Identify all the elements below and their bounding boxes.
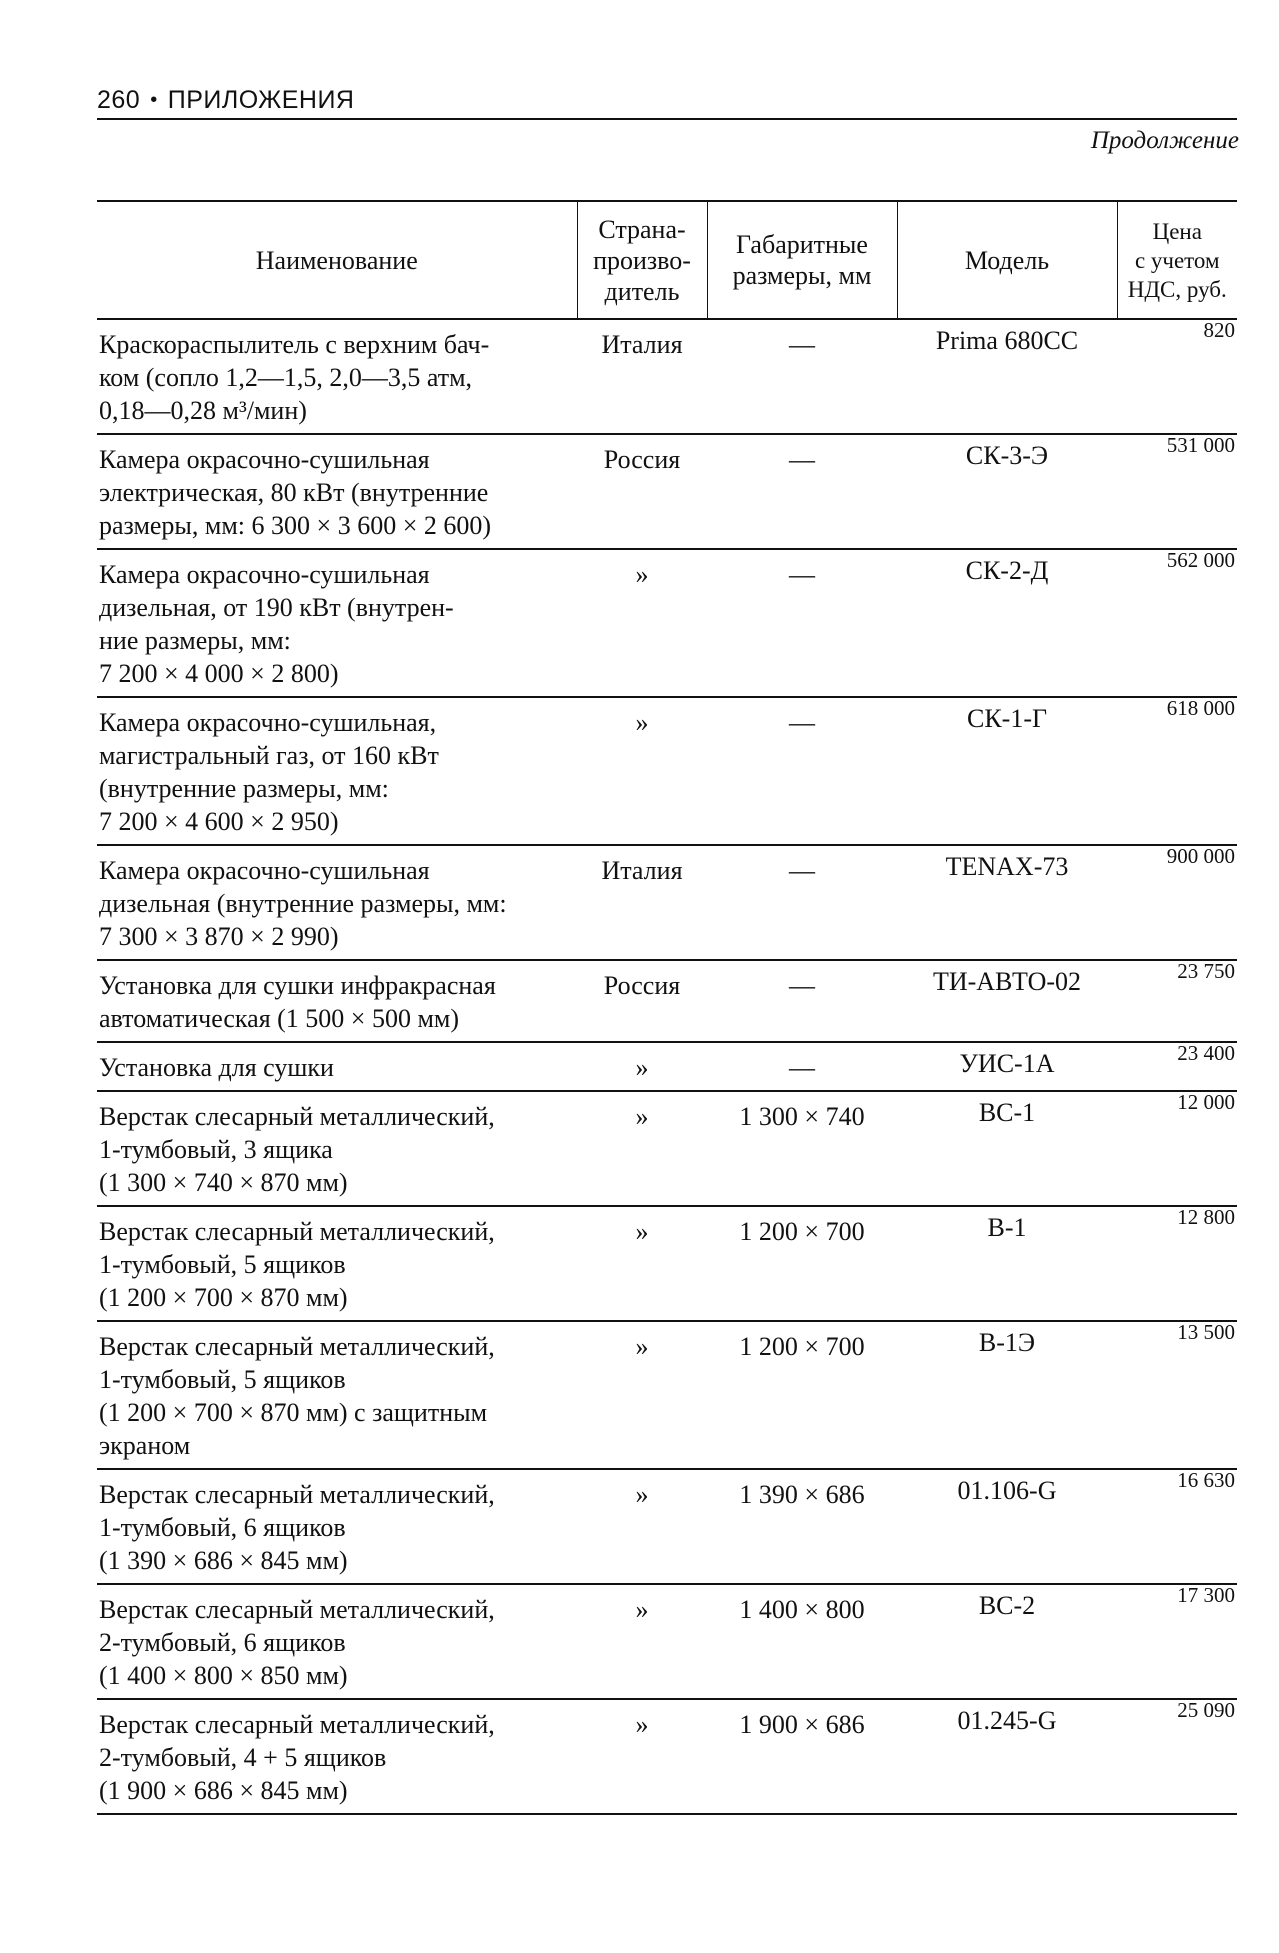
continued-label: Продолжение <box>1090 127 1239 154</box>
cell-dims: — <box>707 1042 897 1091</box>
cell-price-value: 23 750 <box>1177 959 1235 983</box>
cell-price-value: 12 000 <box>1177 1090 1235 1114</box>
col-header-model: Модель <box>897 201 1117 319</box>
cell-dims: — <box>707 434 897 549</box>
table-row <box>97 960 1237 1042</box>
cell-price-value: 12 800 <box>1177 1205 1235 1229</box>
cell-price <box>1117 549 1237 697</box>
running-header <box>97 86 355 115</box>
cell-country: » <box>577 1321 707 1469</box>
cell-model: СК-3-Э <box>897 434 1117 549</box>
col-header-country <box>577 201 707 319</box>
cell-price-value: 900 000 <box>1166 844 1235 868</box>
cell-name-line: 0,18—0,28 м³/мин) <box>99 396 307 425</box>
cell-model: В-1Э <box>897 1321 1117 1469</box>
cell-price <box>1117 1584 1237 1699</box>
cell-model: Prima 680CC <box>897 319 1117 434</box>
cell-name-line: размеры, мм: 6 300 × 3 600 × 2 600) <box>99 511 492 540</box>
cell-price <box>1117 1042 1237 1091</box>
table-row <box>97 1584 1237 1699</box>
cell-name-line: Камера окрасочно-сушильная <box>99 856 430 885</box>
cell-name <box>97 1042 577 1091</box>
cell-price-value: 13 500 <box>1177 1320 1235 1344</box>
cell-price <box>1117 1699 1237 1814</box>
cell-dims: — <box>707 319 897 434</box>
cell-country: » <box>577 1042 707 1091</box>
cell-price <box>1117 1206 1237 1321</box>
cell-country: Россия <box>577 960 707 1042</box>
table-header <box>97 201 1237 319</box>
cell-name-line: 1-тумбовый, 3 ящика <box>99 1135 333 1164</box>
col-header-country-line: дитель <box>604 276 680 306</box>
cell-name-line: (1 200 × 700 × 870 мм) <box>99 1283 348 1312</box>
cell-price <box>1117 1321 1237 1469</box>
cell-dims: 1 200 × 700 <box>707 1206 897 1321</box>
cell-name-line: дизельная (внутренние размеры, мм: <box>99 889 507 918</box>
cell-country: » <box>577 1584 707 1699</box>
cell-country: Италия <box>577 319 707 434</box>
table-row <box>97 434 1237 549</box>
table-row <box>97 1699 1237 1814</box>
cell-name <box>97 1699 577 1814</box>
cell-model: СК-2-Д <box>897 549 1117 697</box>
cell-dims: 1 900 × 686 <box>707 1699 897 1814</box>
table-row <box>97 1206 1237 1321</box>
cell-model: 01.106-G <box>897 1469 1117 1584</box>
cell-name-line: 1-тумбовый, 5 ящиков <box>99 1365 346 1394</box>
cell-name-line: Верстак слесарный металлический, <box>99 1102 495 1131</box>
equipment-table <box>97 200 1237 1815</box>
cell-name <box>97 1469 577 1584</box>
cell-country: » <box>577 549 707 697</box>
cell-name-line: Верстак слесарный металлический, <box>99 1332 495 1361</box>
cell-name <box>97 845 577 960</box>
table-row <box>97 1469 1237 1584</box>
cell-country: » <box>577 1206 707 1321</box>
cell-name-line: Верстак слесарный металлический, <box>99 1595 495 1624</box>
table-body <box>97 319 1237 1814</box>
cell-name-line: Краскораспылитель с верхним бач- <box>99 330 490 359</box>
cell-name-line: Верстак слесарный металлический, <box>99 1480 495 1509</box>
cell-price-value: 820 <box>1203 318 1235 342</box>
cell-name-line: экраном <box>99 1431 191 1460</box>
cell-price-value: 16 630 <box>1177 1468 1235 1492</box>
cell-name-line: (1 900 × 686 × 845 мм) <box>99 1776 348 1805</box>
cell-model: 01.245-G <box>897 1699 1117 1814</box>
table-row <box>97 845 1237 960</box>
cell-price <box>1117 1091 1237 1206</box>
cell-name-line: Установка для сушки <box>99 1053 334 1082</box>
cell-dims: — <box>707 960 897 1042</box>
cell-price-value: 562 000 <box>1166 548 1235 572</box>
cell-name-line: Верстак слесарный металлический, <box>99 1217 495 1246</box>
cell-name-line: Камера окрасочно-сушильная, <box>99 708 437 737</box>
cell-dims: 1 300 × 740 <box>707 1091 897 1206</box>
cell-model: ВС-1 <box>897 1091 1117 1206</box>
cell-name-line: 1-тумбовый, 5 ящиков <box>99 1250 346 1279</box>
cell-name <box>97 549 577 697</box>
cell-dims: 1 200 × 700 <box>707 1321 897 1469</box>
cell-dims: 1 400 × 800 <box>707 1584 897 1699</box>
cell-price <box>1117 697 1237 845</box>
col-header-dims-line: Габаритные <box>736 230 868 259</box>
cell-name-line: (1 300 × 740 × 870 мм) <box>99 1168 348 1197</box>
cell-name-line: Верстак слесарный металлический, <box>99 1710 495 1739</box>
cell-price-value: 531 000 <box>1166 433 1235 457</box>
cell-country: Россия <box>577 434 707 549</box>
col-header-name: Наименование <box>97 201 577 319</box>
col-header-country-line: Страна- <box>598 214 686 244</box>
cell-name-line: 2-тумбовый, 4 + 5 ящиков <box>99 1743 387 1772</box>
cell-name-line: 2-тумбовый, 6 ящиков <box>99 1628 346 1657</box>
cell-name <box>97 434 577 549</box>
col-header-country-line: произво- <box>593 245 691 275</box>
cell-model: ВС-2 <box>897 1584 1117 1699</box>
cell-dims: — <box>707 845 897 960</box>
cell-name-line: (1 400 × 800 × 850 мм) <box>99 1661 348 1690</box>
table-row <box>97 549 1237 697</box>
cell-price-value: 23 400 <box>1177 1041 1235 1065</box>
col-header-price <box>1117 201 1237 319</box>
cell-price-value: 25 090 <box>1177 1698 1235 1722</box>
cell-name-line: 7 200 × 4 600 × 2 950) <box>99 807 339 836</box>
cell-model: ТИ-АВТО-02 <box>897 960 1117 1042</box>
section-title: ПРИЛОЖЕНИЯ <box>167 86 355 114</box>
cell-name-line: Камера окрасочно-сушильная <box>99 560 430 589</box>
cell-name <box>97 1321 577 1469</box>
cell-name-line: (внутренние размеры, мм: <box>99 774 389 803</box>
cell-price <box>1117 960 1237 1042</box>
table-row <box>97 1042 1237 1091</box>
table-row <box>97 697 1237 845</box>
page-number: 260 <box>97 86 141 114</box>
cell-name-line: автоматическая (1 500 × 500 мм) <box>99 1004 460 1033</box>
header-separator: • <box>150 89 158 111</box>
cell-name <box>97 1091 577 1206</box>
cell-dims: — <box>707 549 897 697</box>
cell-country: » <box>577 697 707 845</box>
cell-name-line: (1 390 × 686 × 845 мм) <box>99 1546 348 1575</box>
table-row <box>97 1321 1237 1469</box>
header-rule <box>97 118 1237 120</box>
col-header-dims <box>707 201 897 319</box>
cell-price <box>1117 1469 1237 1584</box>
cell-dims: 1 390 × 686 <box>707 1469 897 1584</box>
table-row <box>97 319 1237 434</box>
cell-name-line: Установка для сушки инфракрасная <box>99 971 496 1000</box>
cell-name-line: 7 200 × 4 000 × 2 800) <box>99 659 339 688</box>
cell-name-line: ком (сопло 1,2—1,5, 2,0—3,5 атм, <box>99 363 473 392</box>
cell-price <box>1117 434 1237 549</box>
cell-name-line: электрическая, 80 кВт (внутренние <box>99 478 489 507</box>
col-header-price-line: с учетом <box>1134 247 1220 273</box>
cell-price <box>1117 845 1237 960</box>
cell-price-value: 618 000 <box>1166 696 1235 720</box>
cell-country: » <box>577 1469 707 1584</box>
col-header-price-line: НДС, руб. <box>1127 276 1227 302</box>
cell-name-line: (1 200 × 700 × 870 мм) с защитным <box>99 1398 488 1427</box>
cell-country: Италия <box>577 845 707 960</box>
cell-name <box>97 319 577 434</box>
cell-name <box>97 1206 577 1321</box>
cell-dims: — <box>707 697 897 845</box>
table-row <box>97 1091 1237 1206</box>
cell-name <box>97 1584 577 1699</box>
col-header-dims-line: размеры, мм <box>732 261 872 290</box>
cell-name-line: 1-тумбовый, 6 ящиков <box>99 1513 346 1542</box>
cell-model: TENAX-73 <box>897 845 1117 960</box>
cell-country: » <box>577 1699 707 1814</box>
cell-model: В-1 <box>897 1206 1117 1321</box>
cell-name <box>97 697 577 845</box>
cell-price-value: 17 300 <box>1177 1583 1235 1607</box>
cell-name-line: магистральный газ, от 160 кВт <box>99 741 439 770</box>
cell-name <box>97 960 577 1042</box>
cell-price <box>1117 319 1237 434</box>
cell-name-line: дизельная, от 190 кВт (внутрен- <box>99 593 454 622</box>
cell-name-line: Камера окрасочно-сушильная <box>99 445 430 474</box>
cell-country: » <box>577 1091 707 1206</box>
col-header-price-line: Цена <box>1152 218 1202 244</box>
cell-name-line: 7 300 × 3 870 × 2 990) <box>99 922 339 951</box>
cell-name-line: ние размеры, мм: <box>99 626 291 655</box>
cell-model: СК-1-Г <box>897 697 1117 845</box>
cell-model: УИС-1А <box>897 1042 1117 1091</box>
